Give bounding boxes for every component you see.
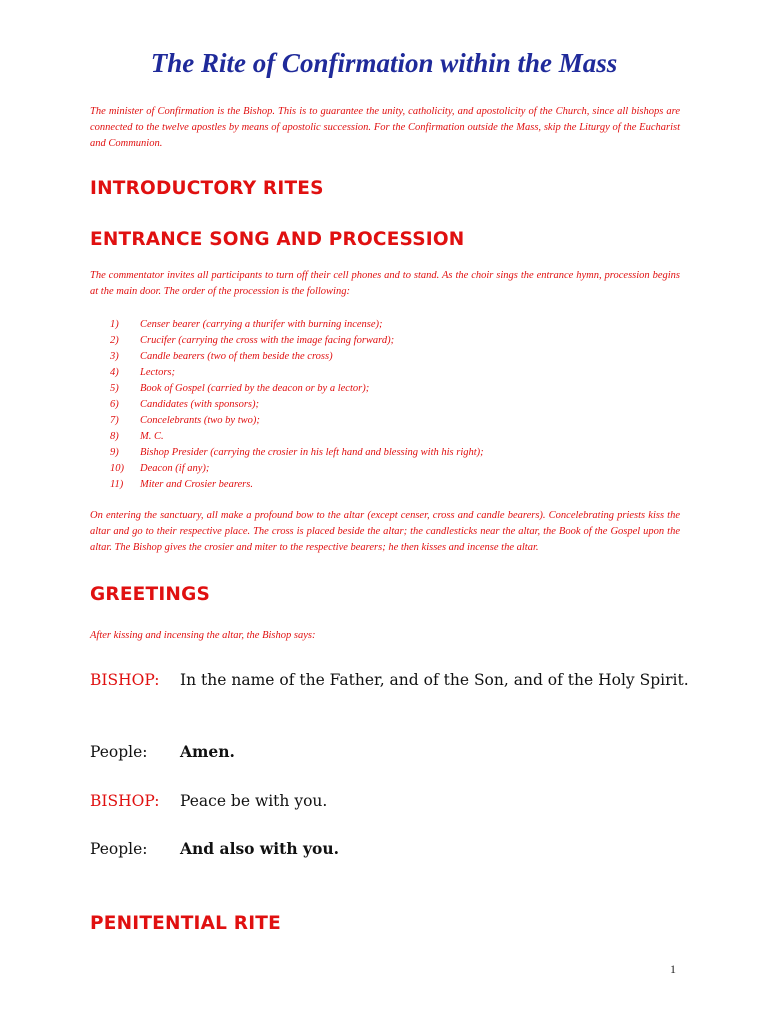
procession-note: The commentator invites all participants to turn off their cell phones and to stand. As the choir sings the entrance hymn, procession begins at the main door. The order of the procession is the following:	[90, 270, 680, 297]
list-item: 6) Candidates (with sponsors);	[110, 399, 260, 410]
dialog-line-bishop-2	[90, 789, 690, 813]
list-item: 7) Concelebrants (two by two);	[110, 415, 260, 426]
page-number: 1	[670, 962, 676, 976]
procession-list	[110, 317, 484, 493]
speaker-label: BISHOP:	[90, 792, 160, 810]
dialog-text: Peace be with you.	[180, 792, 328, 810]
speaker-label: People:	[90, 743, 148, 761]
dialog-line-bishop-1	[90, 668, 690, 692]
list-item: 4) Lectors;	[110, 367, 175, 378]
intro-note: The minister of Confirmation is the Bishop. This is to guarantee the unity, catholicity, and apostolicity of the Church, since all bishops are connected to the twelve apostles by means of apostolic succession. For the Confirmation outside the Mass, skip the Liturgy of the Eucharist and Communion.	[90, 106, 680, 149]
dialog-text: Amen.	[180, 742, 235, 761]
list-item: 2) Crucifer (carrying the cross with the image facing forward);	[110, 335, 395, 346]
dialog-line-people-2	[90, 837, 690, 861]
dialog-text: In the name of the Father, and of the Son, and of the Holy Spirit.	[180, 671, 689, 689]
speaker-label: BISHOP:	[90, 671, 160, 689]
speaker-label: People:	[90, 840, 148, 858]
list-item: 3) Candle bearers (two of them beside the cross)	[110, 351, 333, 362]
list-item: 5) Book of Gospel (carried by the deacon or by a lector);	[110, 383, 370, 394]
greetings-note: After kissing and incensing the altar, the Bishop says:	[90, 630, 316, 641]
dialog-line-people-1	[90, 740, 690, 764]
heading-introductory-rites: INTRODUCTORY RITES	[90, 178, 324, 199]
page-title: The Rite of Confirmation within the Mass	[150, 48, 618, 78]
list-item: 8) M. C.	[110, 431, 164, 442]
heading-greetings: GREETINGS	[90, 584, 210, 605]
list-item: 10) Deacon (if any);	[110, 463, 210, 474]
list-item: 11) Miter and Crosier bearers.	[110, 479, 253, 490]
sanctuary-note: On entering the sanctuary, all make a profound bow to the altar (except censer, cross and candle bearers). Concelebrating priests kiss the altar and go to their respective place. The cross is placed beside the altar; the candlesticks near the altar, the Book of the Gospel upon the altar. The Bishop gives the crosier and miter to the respective bearers; he then kisses and incense the altar.	[90, 510, 680, 553]
list-item: 9) Bishop Presider (carrying the crosier in his left hand and blessing with his right);	[110, 447, 484, 458]
heading-penitential-rite: PENITENTIAL RITE	[90, 913, 281, 934]
heading-entrance-song: ENTRANCE SONG AND PROCESSION	[90, 229, 465, 250]
dialog-text: And also with you.	[180, 839, 339, 858]
list-item: 1) Censer bearer (carrying a thurifer with burning incense);	[110, 319, 383, 330]
